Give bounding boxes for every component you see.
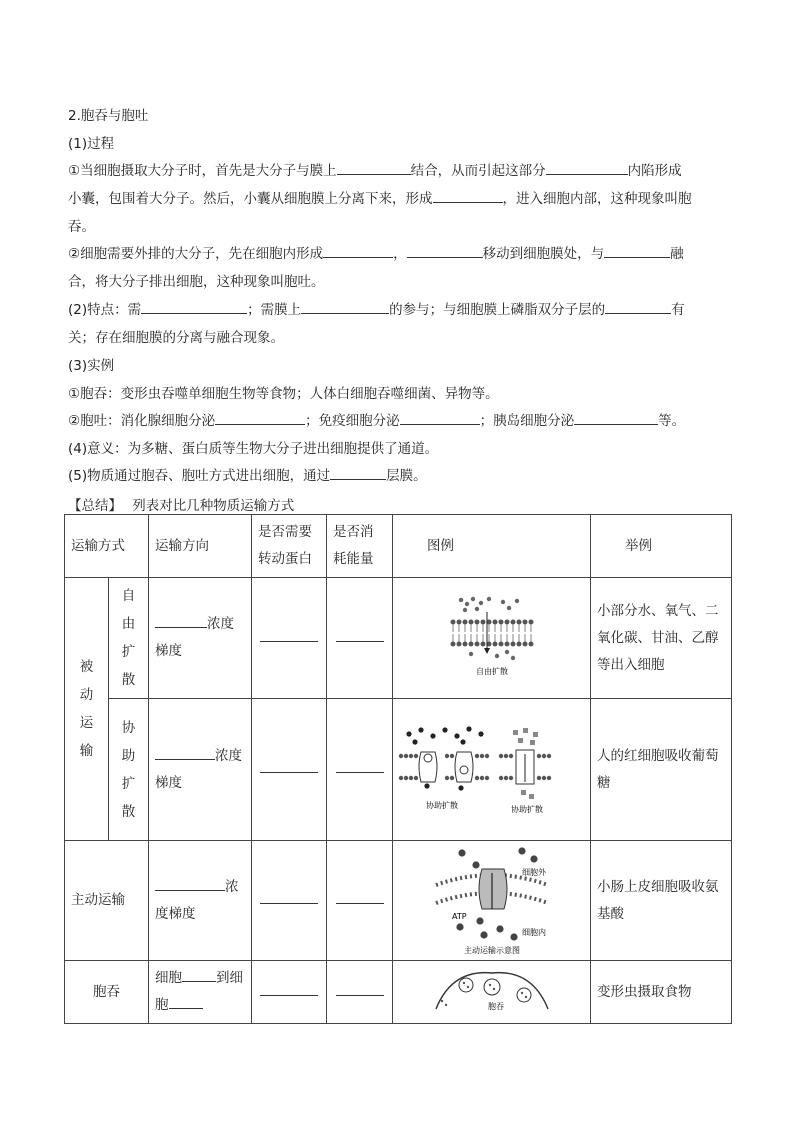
- features-paragraph: (2)特点：需 ；需膜上 的参与；与细胞膜上磷脂双分子层的 有 关；存在细胞膜的分离与融合现象。: [68, 296, 728, 352]
- svg-text:细胞外: 细胞外: [521, 867, 546, 877]
- answer-blank[interactable]: [260, 627, 318, 642]
- endocytosis-paragraph: ①当细胞摄取大分子时，首先是大分子与膜上 结合，从而引起这部分 内陷形成 小囊，包围着大分子。然后，小囊从细胞膜上分离下来，形成 ，进入细胞内部，这种现象叫胞 吞。: [68, 157, 728, 241]
- answer-blank[interactable]: [155, 876, 225, 891]
- table-row-active-transport: [65, 841, 732, 961]
- membrane-layers: (5)物质通过胞吞、胞吐方式进出细胞，通过 层膜。: [68, 462, 728, 490]
- header-figure: 图例: [393, 515, 591, 578]
- header-direction: 运输方向: [149, 515, 252, 578]
- free-direction: 浓度梯度: [149, 578, 252, 699]
- facilitated-diffusion-figure: [393, 699, 591, 841]
- svg-text:主动运输示意图: 主动运输示意图: [463, 945, 520, 955]
- answer-blank[interactable]: [574, 410, 658, 425]
- answer-blank[interactable]: [260, 758, 318, 773]
- example-endocytosis: ①胞吞：变形虫吞噬单细胞生物等食物；人体白细胞吞噬细菌、异物等。: [68, 386, 499, 402]
- endocytosis-diagram: [432, 965, 552, 1019]
- answer-blank[interactable]: [546, 160, 628, 175]
- answer-blank[interactable]: [323, 243, 393, 258]
- svg-text:自由扩散: 自由扩散: [475, 667, 508, 676]
- table-row-endocytosis: [65, 961, 732, 1024]
- significance: (4)意义：为多糖、蛋白质等生物大分子进出细胞提供了通道。: [68, 441, 439, 457]
- endocytosis-figure: [393, 961, 591, 1024]
- answer-blank[interactable]: [407, 243, 483, 258]
- active-transport-diagram: [422, 845, 562, 957]
- answer-blank[interactable]: [155, 745, 215, 760]
- table-row-facilitated-diffusion: [65, 699, 732, 841]
- answer-blank[interactable]: [215, 410, 305, 425]
- free-example: 小部分水、氧气、二氧化碳、甘油、乙醇等出入细胞: [591, 578, 732, 699]
- svg-text:细胞内: 细胞内: [521, 927, 546, 937]
- free-diffusion-label: 自由扩散: [109, 578, 149, 699]
- answer-blank[interactable]: [141, 299, 247, 314]
- passive-transport-label: 被动运输: [65, 578, 109, 841]
- facilitated-diffusion-diagram: [397, 724, 587, 816]
- table-row-free-diffusion: [65, 578, 732, 699]
- exocytosis-paragraph: ②细胞需要外排的大分子，先在细胞内形成 ， 移动到细胞膜处，与 融 合，将大分子排出细胞，这种现象叫胞吐。: [68, 240, 728, 296]
- svg-text:ATP: ATP: [451, 911, 467, 921]
- summary-heading: 【总结】 列表对比几种物质运输方式: [68, 498, 295, 514]
- facilitated-example: 人的红细胞吸收葡萄糖: [591, 699, 732, 841]
- active-transport-label: 主动运输: [65, 841, 149, 961]
- header-energy: 是否消耗能量: [327, 515, 393, 578]
- active-transport-figure: [393, 841, 591, 961]
- active-example: 小肠上皮细胞吸收氨基酸: [591, 841, 732, 961]
- table-header-row: [65, 515, 732, 578]
- header-mode: 运输方式: [65, 515, 149, 578]
- answer-blank[interactable]: [155, 613, 207, 628]
- facilitated-diffusion-label: 协助扩散: [109, 699, 149, 841]
- endocytosis-label: 胞吞: [65, 961, 149, 1024]
- free-diffusion-figure: [393, 578, 591, 699]
- endo-example: 变形虫摄取食物: [591, 961, 732, 1024]
- answer-blank[interactable]: [336, 981, 384, 996]
- svg-text:协助扩散: 协助扩散: [425, 800, 458, 810]
- answer-blank[interactable]: [301, 299, 389, 314]
- transport-comparison-table: [64, 514, 732, 1024]
- answer-blank[interactable]: [400, 410, 480, 425]
- answer-blank[interactable]: [337, 160, 411, 175]
- answer-blank[interactable]: [604, 243, 670, 258]
- answer-blank[interactable]: [330, 465, 386, 480]
- answer-blank[interactable]: [336, 889, 384, 904]
- answer-blank[interactable]: [169, 994, 203, 1009]
- answer-blank[interactable]: [336, 758, 384, 773]
- process-heading: (1)过程: [68, 136, 115, 152]
- active-direction: 浓度梯度: [149, 841, 252, 961]
- answer-blank[interactable]: [182, 967, 216, 982]
- endo-direction: 细胞 到细胞: [149, 961, 252, 1024]
- answer-blank[interactable]: [260, 889, 318, 904]
- svg-text:胞吞: 胞吞: [487, 1002, 504, 1011]
- header-example: 举例: [591, 515, 732, 578]
- example-exocytosis: ②胞吐：消化腺细胞分泌 ；免疫细胞分泌 ；胰岛细胞分泌 等。: [68, 407, 728, 435]
- answer-blank[interactable]: [433, 188, 503, 203]
- header-carrier: 是否需要转动蛋白: [252, 515, 327, 578]
- examples-heading: (3)实例: [68, 358, 115, 374]
- answer-blank[interactable]: [336, 627, 384, 642]
- section-title: 2.胞吞与胞吐: [68, 108, 149, 124]
- svg-text:协助扩散: 协助扩散: [510, 804, 543, 814]
- facilitated-direction: 浓度梯度: [149, 699, 252, 841]
- answer-blank[interactable]: [605, 299, 671, 314]
- answer-blank[interactable]: [260, 981, 318, 996]
- free-diffusion-diagram: [447, 594, 537, 682]
